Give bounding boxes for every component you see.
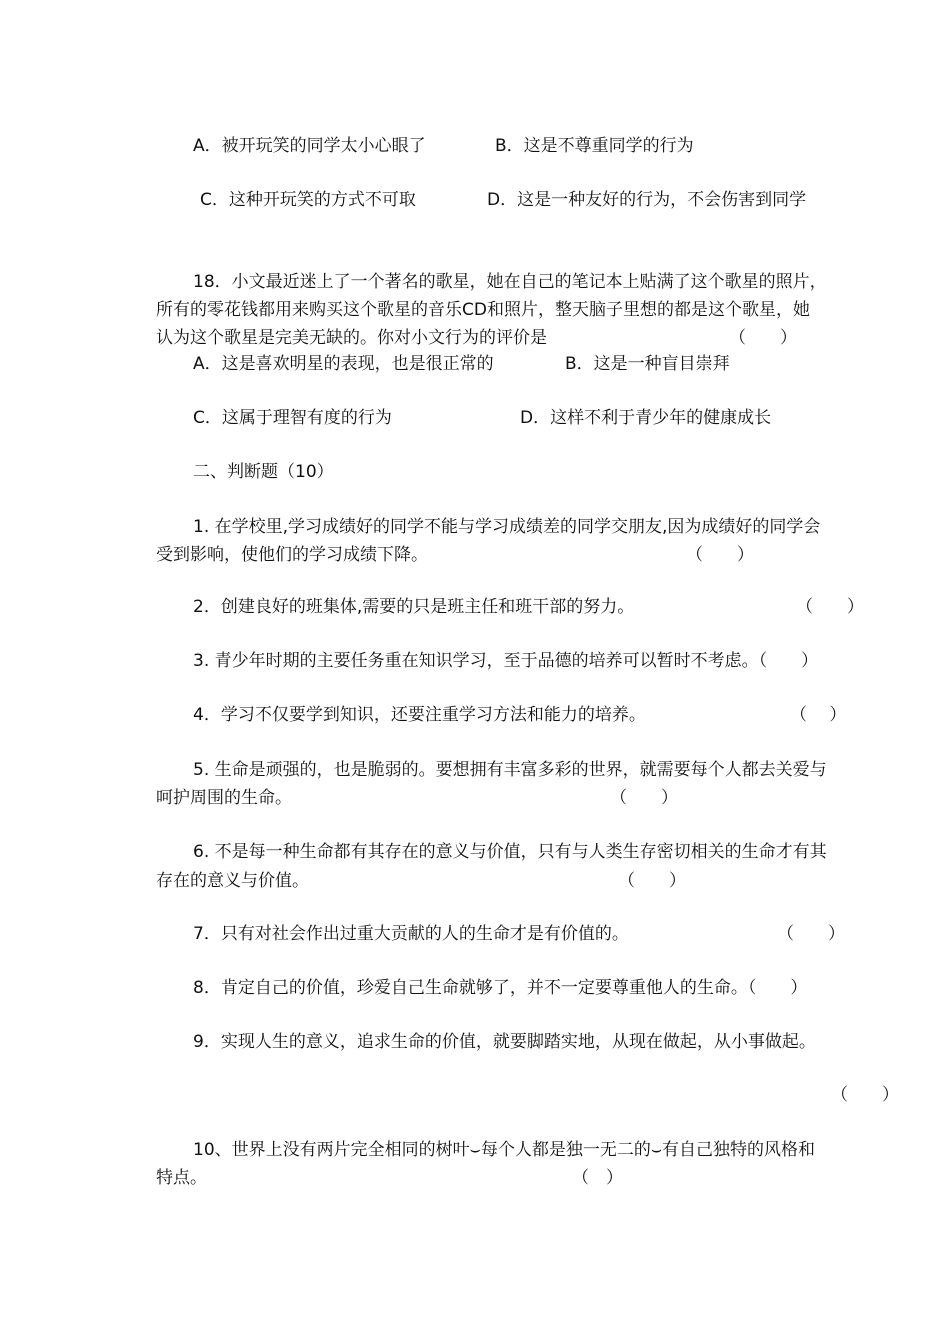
judgment-10-line-2: 特点。	[156, 1168, 207, 1188]
q17-option-a: A．被开玩笑的同学太小心眼了	[193, 136, 426, 156]
judgment-2-paren: （ ）	[796, 597, 864, 617]
q17-option-d: D．这是一种友好的行为，不会伤害到同学	[487, 190, 807, 210]
judgment-4: 4．学习不仅要学到知识，还要注重学习方法和能力的培养。	[193, 705, 646, 725]
judgment-10-paren: （ ）	[572, 1168, 623, 1188]
q17-option-c: C．这种开玩笑的方式不可取	[200, 190, 416, 210]
judgment-7-paren: （ ）	[777, 924, 845, 944]
judgment-10-line-1: 10、世界上没有两片完全相同的树叶⌣每个人都是独一无二的⌣有自己独特的风格和	[193, 1140, 816, 1160]
q18-option-a: A．这是喜欢明星的表现，也是很正常的	[193, 354, 494, 374]
q18-option-c: C．这属于理智有度的行为	[193, 408, 392, 428]
judgment-5-line-2: 呵护周围的生命。	[156, 788, 292, 808]
judgment-1-line-2: 受到影响，使他们的学习成绩下降。	[156, 545, 428, 565]
judgment-3: 3. 青少年时期的主要任务重在知识学习，至于品德的培养可以暂时不考虑。（ ）	[193, 651, 819, 671]
section-title: 二、判断题（10）	[193, 462, 334, 482]
judgment-2: 2．创建良好的班集体,需要的只是班主任和班干部的努力。	[193, 597, 635, 617]
q18-answer-paren: （ ）	[729, 328, 797, 348]
q18-option-d: D．这样不利于青少年的健康成长	[520, 408, 772, 428]
judgment-9-paren: （ ）	[831, 1085, 899, 1105]
q18-line-1: 18．小文最近迷上了一个著名的歌星，她在自己的笔记本上贴满了这个歌星的照片，	[193, 272, 827, 292]
q18-option-b: B．这是一种盲目崇拜	[565, 354, 730, 374]
judgment-5-line-1: 5. 生命是顽强的，也是脆弱的。要想拥有丰富多彩的世界，就需要每个人都去关爱与	[193, 760, 827, 780]
judgment-7: 7．只有对社会作出过重大贡献的人的生命才是有价值的。	[193, 924, 629, 944]
q18-line-2: 所有的零花钱都用来购买这个歌星的音乐CD和照片，整天脑子里想的都是这个歌星，她	[156, 300, 810, 320]
judgment-5-paren: （ ）	[610, 788, 678, 808]
judgment-6-paren: （ ）	[618, 871, 686, 891]
judgment-6-line-1: 6. 不是每一种生命都有其存在的意义与价值，只有与人类生存密切相关的生命才有其	[193, 842, 827, 862]
judgment-9: 9．实现人生的意义，追求生命的价值，就要脚踏实地，从现在做起，从小事做起。	[193, 1032, 816, 1052]
q17-option-b: B．这是不尊重同学的行为	[495, 136, 694, 156]
judgment-4-paren: （ ）	[790, 705, 847, 725]
judgment-8: 8．肯定自己的价值，珍爱自己生命就够了，并不一定要尊重他人的生命。（ ）	[193, 978, 808, 998]
judgment-1-line-1: 1. 在学校里,学习成绩好的同学不能与学习成绩差的同学交朋友,因为成绩好的同学会	[193, 517, 821, 537]
judgment-6-line-2: 存在的意义与价值。	[156, 871, 309, 891]
q18-line-3: 认为这个歌星是完美无缺的。你对小文行为的评价是	[156, 328, 547, 348]
judgment-1-paren: （ ）	[686, 545, 754, 565]
